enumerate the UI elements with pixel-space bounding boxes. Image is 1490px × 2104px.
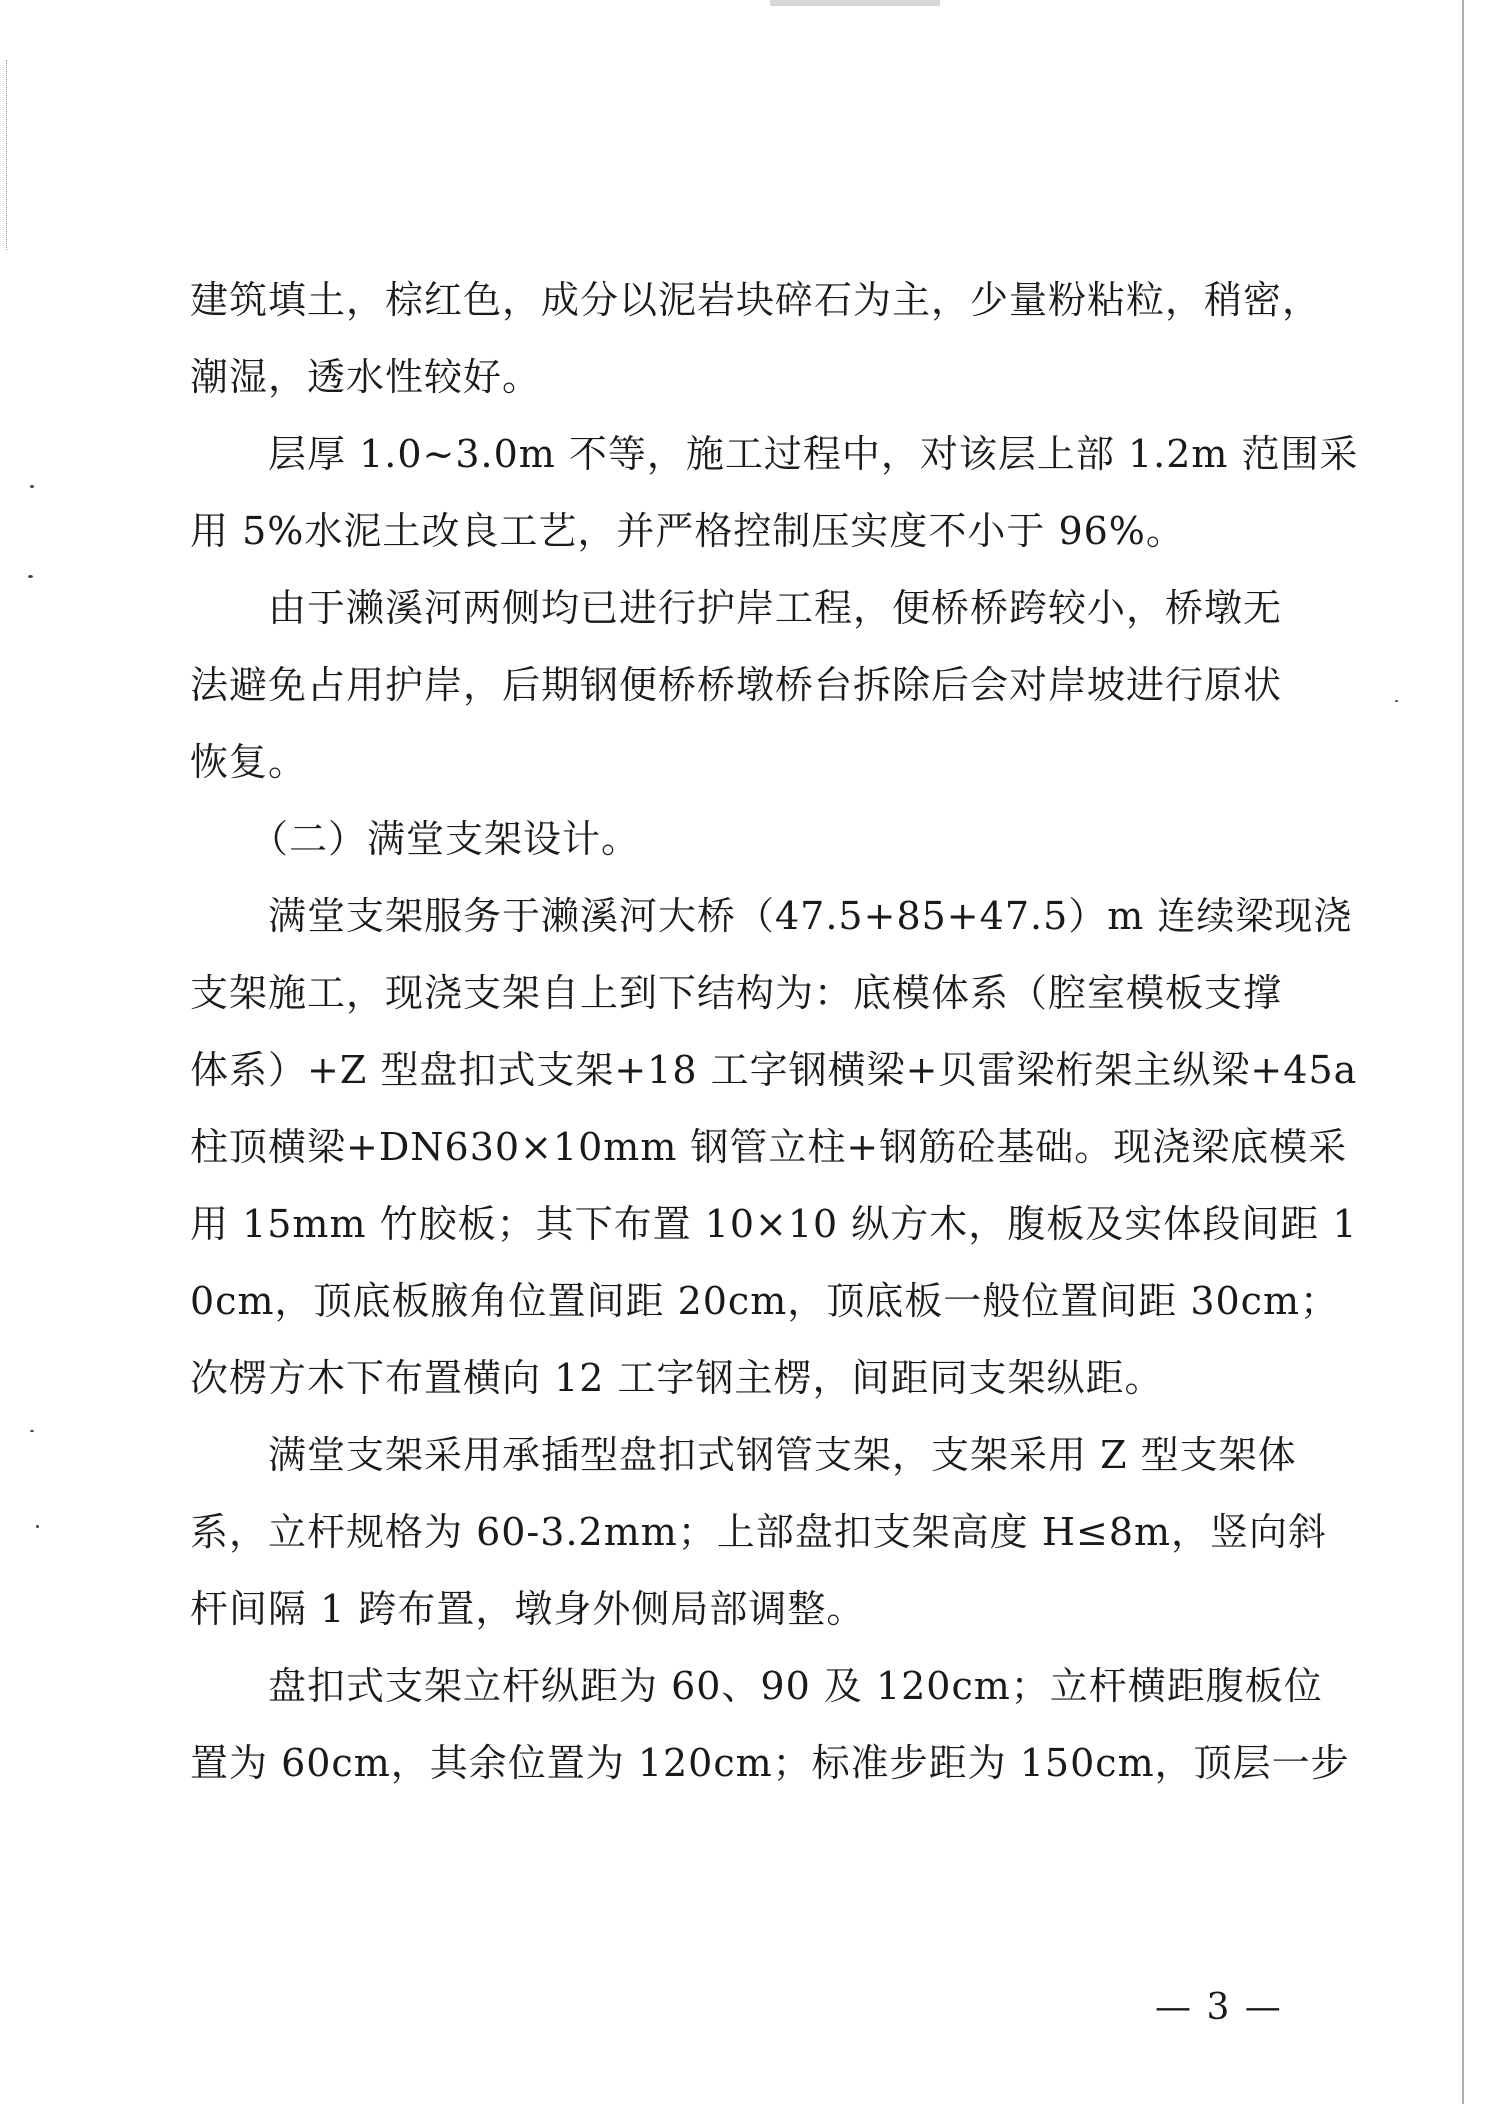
text-line: 置为 60cm，其余位置为 120cm；标准步距为 150cm，顶层一步: [190, 1741, 1350, 1785]
text-line: 建筑填土，棕红色，成分以泥岩块碎石为主，少量粉粘粒，稍密，: [190, 278, 1322, 322]
paragraph-start-line: 满堂支架采用承插型盘扣式钢管支架，支架采用 Z 型支架体: [268, 1433, 1297, 1477]
text-line: 体系）+Z 型盘扣式支架+18 工字钢横梁+贝雷梁桁架主纵梁+45a: [190, 1048, 1358, 1092]
text-line: 支架施工，现浇支架自上到下结构为：底模体系（腔室模板支撑: [190, 971, 1283, 1015]
paragraph-start-line: 层厚 1.0~3.0m 不等，施工过程中，对该层上部 1.2m 范围采: [268, 432, 1359, 476]
page-number: — 3 —: [1155, 1987, 1283, 2028]
text-line: 用 5%水泥土改良工艺，并严格控制压实度不小于 96%。: [190, 509, 1185, 553]
text-line: 杆间隔 1 跨布置，墩身外侧局部调整。: [190, 1587, 866, 1631]
text-line: 次楞方木下布置横向 12 工字钢主楞，间距同支架纵距。: [190, 1356, 1164, 1400]
scan-artifact-left-edge: [6, 60, 8, 250]
text-line: 法避免占用护岸，后期钢便桥桥墩桥台拆除后会对岸坡进行原状: [190, 663, 1283, 707]
text-line: 0cm，顶底板腋角位置间距 20cm，顶底板一般位置间距 30cm；: [190, 1279, 1339, 1323]
scan-artifact-right-edge: [1462, 0, 1464, 2104]
body-text: [190, 262, 1359, 1802]
paragraph-start-line: 盘扣式支架立杆纵距为 60、90 及 120cm；立杆横距腹板位: [268, 1664, 1323, 1708]
text-line: 潮湿，透水性较好。: [190, 355, 542, 399]
scan-artifact-top: [770, 0, 940, 6]
scan-speck: [30, 1430, 34, 1432]
text-line: 柱顶横梁+DN630×10mm 钢管立柱+钢筋砼基础。现浇梁底模采: [190, 1125, 1348, 1169]
section-heading: （二）满堂支架设计。: [250, 817, 641, 861]
scan-speck: [36, 1525, 39, 1528]
scan-speck: [30, 485, 34, 488]
scan-speck: [1395, 700, 1398, 702]
paragraph-start-line: 满堂支架服务于濑溪河大桥（47.5+85+47.5）m 连续梁现浇: [268, 894, 1353, 938]
text-line: 系，立杆规格为 60-3.2mm；上部盘扣支架高度 H≤8m，竖向斜: [190, 1510, 1328, 1554]
scan-speck: [28, 575, 33, 578]
paragraph-start-line: 由于濑溪河两侧均已进行护岸工程，便桥桥跨较小，桥墩无: [268, 586, 1283, 630]
text-line: 恢复。: [190, 740, 308, 784]
text-line: 用 15mm 竹胶板；其下布置 10×10 纵方木，腹板及实体段间距 1: [190, 1202, 1358, 1246]
